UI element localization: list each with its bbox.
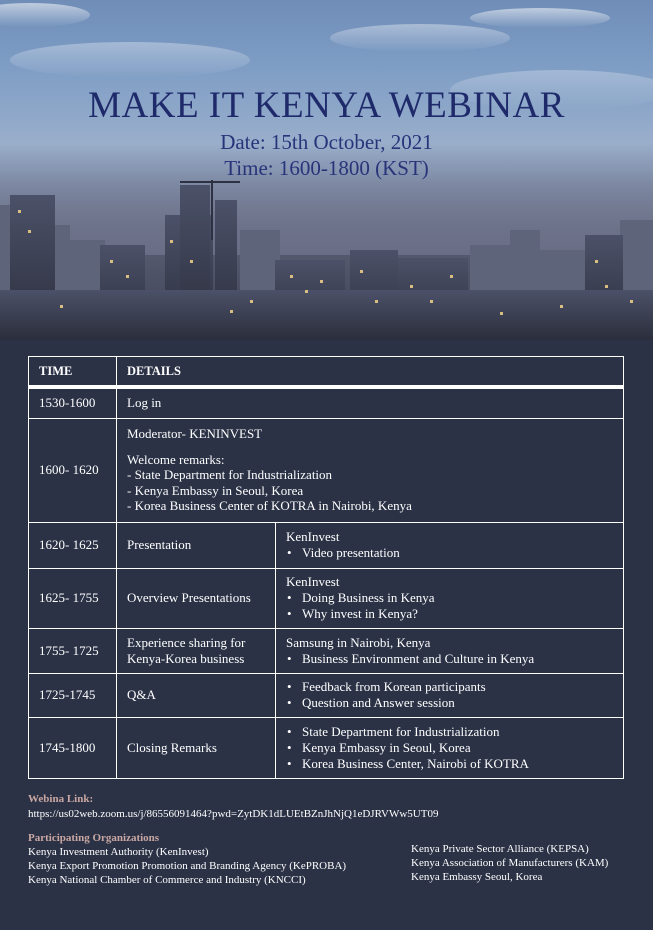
list-item: • Doing Business in Kenya xyxy=(286,590,613,606)
row-details xyxy=(276,568,624,628)
row-session: Presentation xyxy=(117,522,276,568)
list-item: • State Department for Industrialization xyxy=(286,724,613,740)
webinar-link[interactable]: https://us02web.zoom.us/j/86556091464?pwd=ZytDK1dLUEtBZnJhNjQ1eDJRVWw5UT09 xyxy=(28,808,439,820)
org-item: Kenya Embassy Seoul, Korea xyxy=(411,871,543,883)
table-row xyxy=(29,522,624,568)
row-session: Overview Presentations xyxy=(117,568,276,628)
presenter-org: KenInvest xyxy=(286,574,340,589)
row-session: Closing Remarks xyxy=(117,717,276,778)
hero-banner xyxy=(0,0,653,340)
participating-orgs-right xyxy=(411,842,608,884)
row-time: 1625- 1755 xyxy=(29,568,117,628)
moderator-text: Moderator- KENINVEST xyxy=(127,426,263,442)
row-details xyxy=(276,628,624,673)
table-row xyxy=(29,387,624,418)
participating-orgs-left xyxy=(28,831,346,887)
row-time: 1755- 1725 xyxy=(29,628,117,673)
org-item: Kenya Private Sector Alliance (KEPSA) xyxy=(411,843,589,855)
list-item: • Business Environment and Culture in Kenya xyxy=(286,651,613,667)
opening-details xyxy=(117,418,624,522)
table-row xyxy=(29,673,624,717)
schedule-table xyxy=(28,356,624,779)
event-date: Date: 15th October, 2021 xyxy=(220,130,433,154)
row-time: 1530-1600 xyxy=(29,387,117,418)
org-item: Kenya Export Promotion Promotion and Branding Agency (KePROBA) xyxy=(28,860,347,872)
row-time: 1600- 1620 xyxy=(29,418,117,522)
table-row xyxy=(29,418,624,522)
row-details xyxy=(276,717,624,778)
event-time: Time: 1600-1800 (KST) xyxy=(224,156,429,180)
org-item: Kenya Association of Manufacturers (KAM) xyxy=(411,857,609,869)
bullet-list xyxy=(286,590,613,622)
row-time: 1620- 1625 xyxy=(29,522,117,568)
row-details xyxy=(276,673,624,717)
table-row xyxy=(29,628,624,673)
list-item: • Why invest in Kenya? xyxy=(286,606,613,622)
table-row xyxy=(29,568,624,628)
remark-item: - State Department for Industrialization xyxy=(127,467,333,483)
bullet-list xyxy=(286,724,613,772)
webinar-link-label: Webina Link: xyxy=(28,793,94,805)
bullet-list xyxy=(286,651,613,667)
table-header-row xyxy=(29,357,624,388)
presenter-org: Samsung in Nairobi, Kenya xyxy=(286,634,431,650)
list-item: • Kenya Embassy in Seoul, Korea xyxy=(286,740,613,756)
row-time: 1725-1745 xyxy=(29,673,117,717)
row-time: 1745-1800 xyxy=(29,717,117,778)
orgs-label: Participating Organizations xyxy=(28,832,160,844)
presenter-org: KenInvest xyxy=(286,529,340,544)
remark-item: - Korea Business Center of KOTRA in Nairobi, Kenya xyxy=(127,498,412,514)
list-item: • Video presentation xyxy=(286,545,613,561)
row-session: Experience sharing for Kenya-Korea business xyxy=(117,628,276,673)
bullet-list xyxy=(286,545,613,561)
webinar-link-block xyxy=(28,792,438,821)
row-details xyxy=(276,522,624,568)
org-item: Kenya Investment Authority (KenInvest) xyxy=(28,846,209,858)
header-time: TIME xyxy=(29,357,117,388)
row-session: Q&A xyxy=(117,673,276,717)
list-item: • Feedback from Korean participants xyxy=(286,679,613,695)
bullet-list xyxy=(286,679,613,711)
remark-item: - Kenya Embassy in Seoul, Korea xyxy=(127,482,304,498)
header-details: DETAILS xyxy=(117,357,624,388)
org-item: Kenya National Chamber of Commerce and Industry (KNCCI) xyxy=(28,874,306,886)
remarks-title: Welcome remarks: xyxy=(127,451,225,467)
row-session: Log in xyxy=(117,387,624,418)
list-item: • Korea Business Center, Nairobi of KOTRA xyxy=(286,756,613,772)
page-title: MAKE IT KENYA WEBINAR xyxy=(88,85,565,126)
list-item: • Question and Answer session xyxy=(286,695,613,711)
table-row xyxy=(29,717,624,778)
